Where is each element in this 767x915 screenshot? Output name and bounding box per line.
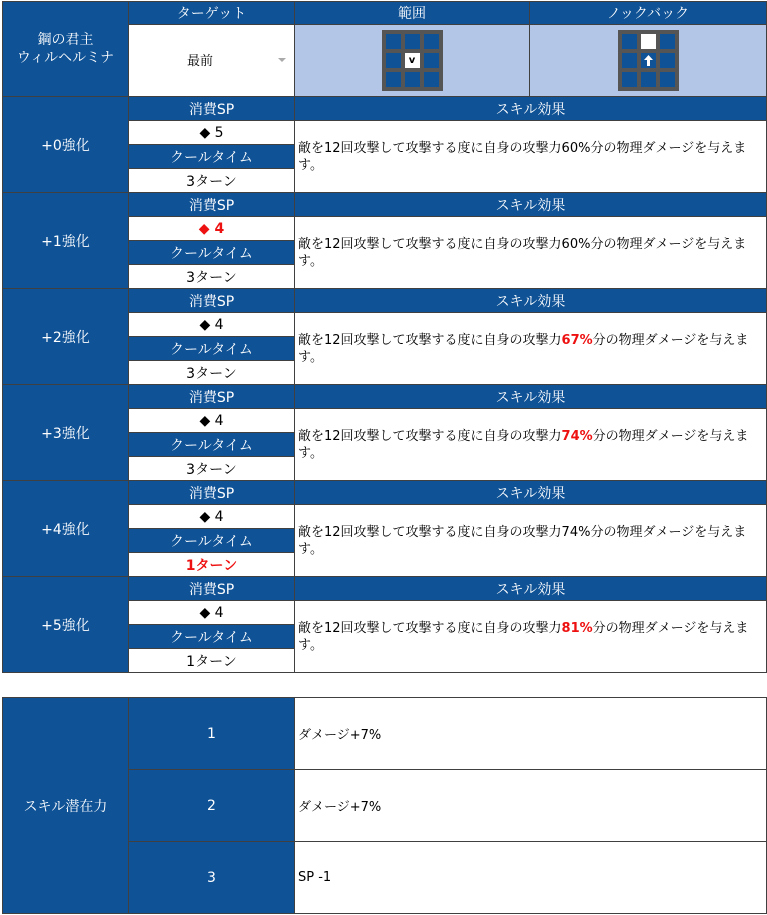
effect-percent: 81%: [561, 620, 593, 636]
sp-header: 消費SP: [129, 577, 295, 601]
cooldown-value: 3ターン: [129, 169, 295, 193]
range-grid-cell: [295, 25, 530, 97]
potential-text: ダメージ+7%: [295, 698, 767, 770]
level-name: +2強化: [3, 289, 129, 385]
cooldown-header: クールタイム: [129, 241, 295, 265]
level-name: +4強化: [3, 481, 129, 577]
effect-percent: 60%: [561, 140, 591, 156]
effect-text: 敵を12回攻撃して攻撃する度に自身の攻撃力81%分の物理ダメージを与えます。: [295, 601, 767, 673]
cooldown-value: 1ターン: [129, 553, 295, 577]
effect-header: スキル効果: [295, 193, 767, 217]
effect-text: 敵を12回攻撃して攻撃する度に自身の攻撃力67%分の物理ダメージを与えます。: [295, 313, 767, 385]
up-arrow-icon: [644, 55, 653, 66]
cooldown-value: 1ターン: [129, 649, 295, 673]
v-glyph-icon: v: [408, 54, 416, 66]
target-select[interactable]: [129, 25, 295, 97]
potential-number: 3: [129, 842, 295, 914]
effect-percent: 67%: [561, 332, 593, 348]
cooldown-header: クールタイム: [129, 529, 295, 553]
effect-header: スキル効果: [295, 577, 767, 601]
potential-number: 1: [129, 698, 295, 770]
potential-number: 2: [129, 770, 295, 842]
sp-value: ◆ 4: [129, 505, 295, 529]
level-name: +0強化: [3, 97, 129, 193]
cooldown-value: 3ターン: [129, 361, 295, 385]
effect-header: スキル効果: [295, 289, 767, 313]
effect-text: 敵を12回攻撃して攻撃する度に自身の攻撃力60%分の物理ダメージを与えます。: [295, 121, 767, 193]
knockback-grid-cell: [530, 25, 767, 97]
skill-potential-label: スキル潜在力: [3, 698, 129, 914]
level-name: +5強化: [3, 577, 129, 673]
knockback-header: ノックバック: [530, 2, 767, 25]
potential-text: ダメージ+7%: [295, 770, 767, 842]
character-name-line2: ウィルヘルミナ: [16, 50, 115, 66]
effect-header: スキル効果: [295, 97, 767, 121]
dropdown-arrow-icon: [278, 58, 286, 62]
cooldown-header: クールタイム: [129, 337, 295, 361]
skill-table: [2, 1, 767, 673]
effect-percent: 74%: [561, 428, 593, 444]
effect-header: スキル効果: [295, 481, 767, 505]
character-name-line1: 鋼の君主: [37, 32, 94, 48]
skill-potential-table: [2, 697, 767, 914]
sp-value: ◆ 5: [129, 121, 295, 145]
sp-header: 消費SP: [129, 97, 295, 121]
level-name: +3強化: [3, 385, 129, 481]
cooldown-header: クールタイム: [129, 433, 295, 457]
target-header: ターゲット: [129, 2, 295, 25]
cooldown-header: クールタイム: [129, 145, 295, 169]
knockback-grid: [618, 30, 679, 91]
range-header: 範囲: [295, 2, 530, 25]
effect-percent: 60%: [561, 236, 591, 252]
cooldown-header: クールタイム: [129, 625, 295, 649]
cooldown-value: 3ターン: [129, 457, 295, 481]
sp-value: ◆ 4: [129, 217, 295, 241]
effect-header: スキル効果: [295, 385, 767, 409]
cooldown-value: 3ターン: [129, 265, 295, 289]
effect-text: 敵を12回攻撃して攻撃する度に自身の攻撃力74%分の物理ダメージを与えます。: [295, 505, 767, 577]
potential-text: SP -1: [295, 842, 767, 914]
effect-text: 敵を12回攻撃して攻撃する度に自身の攻撃力74%分の物理ダメージを与えます。: [295, 409, 767, 481]
sp-header: 消費SP: [129, 289, 295, 313]
sp-value: ◆ 4: [129, 601, 295, 625]
sp-value: ◆ 4: [129, 409, 295, 433]
sp-header: 消費SP: [129, 193, 295, 217]
sp-value: ◆ 4: [129, 313, 295, 337]
range-grid: [382, 30, 443, 91]
sp-header: 消費SP: [129, 385, 295, 409]
effect-text: 敵を12回攻撃して攻撃する度に自身の攻撃力60%分の物理ダメージを与えます。: [295, 217, 767, 289]
level-name: +1強化: [3, 193, 129, 289]
effect-percent: 74%: [561, 524, 591, 540]
character-name: [3, 2, 129, 97]
target-value: 最前: [187, 54, 214, 69]
sp-header: 消費SP: [129, 481, 295, 505]
